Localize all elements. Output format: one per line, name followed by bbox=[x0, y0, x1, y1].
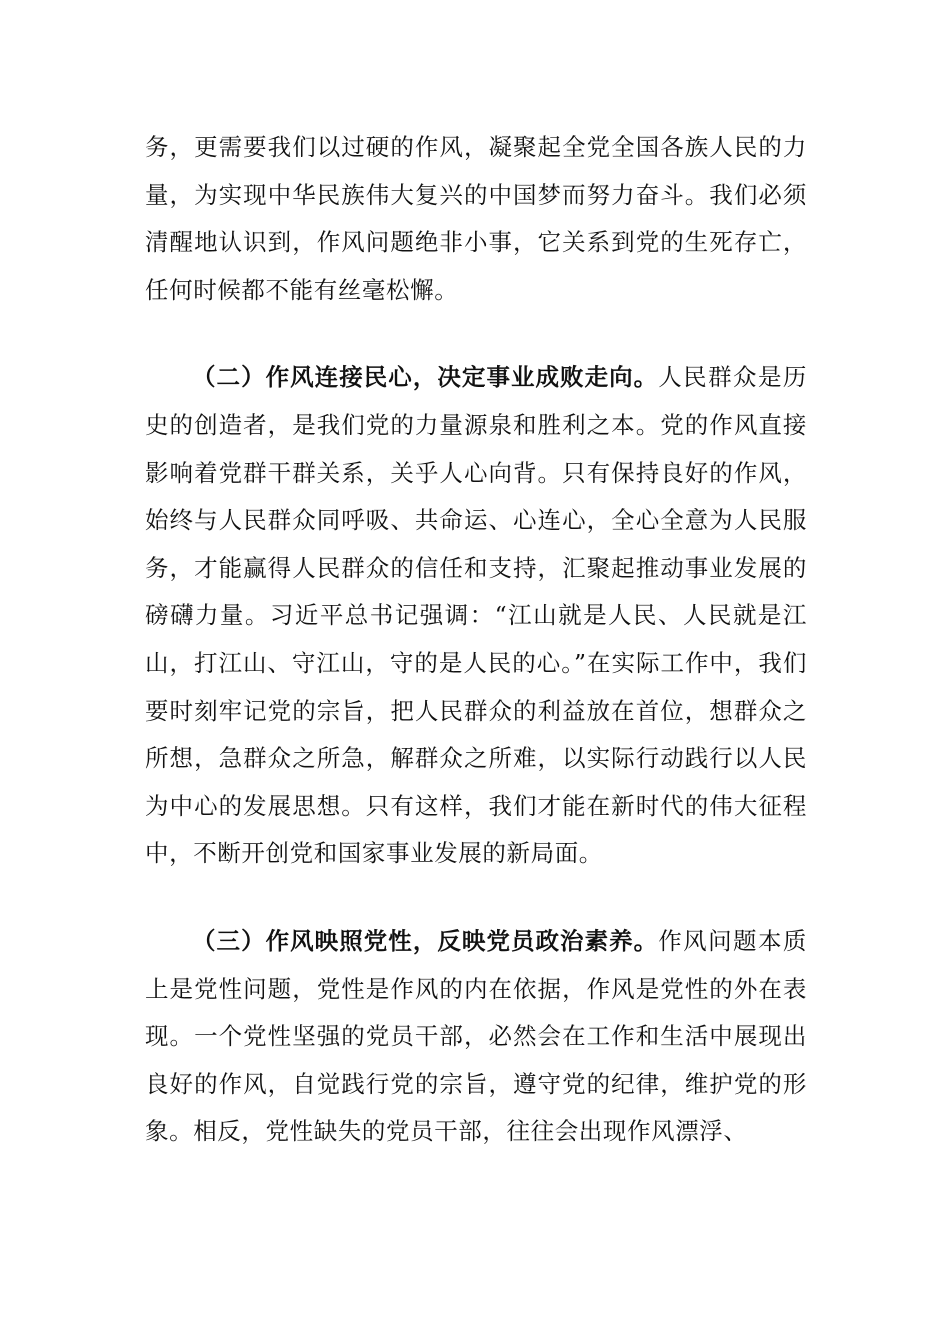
section-3-body: 作风问题本质上是党性问题，党性是作风的内在依据，作风是党性的外在表现。一个党性坚强的党员干部，必然会在工作和生活中展现出良好的作风，自觉践行党的宗旨，遵守党的纪律，维护党的形象。相反，党性缺失的党员干部，往往会出现作风漂浮、 bbox=[145, 926, 807, 1146]
section-2-heading: （二）作风连接民心，决定事业成败走向。 bbox=[192, 363, 659, 392]
paragraph-continuation: 务，更需要我们以过硬的作风，凝聚起全党全国各族人民的力量，为实现中华民族伟大复兴的中国梦而努力奋斗。我们必须清醒地认识到，作风问题绝非小事，它关系到党的生死存亡，任何时候都不能有丝毫松懈。 bbox=[145, 133, 807, 304]
section-3-paragraph bbox=[145, 918, 807, 1156]
section-2-body: 人民群众是历史的创造者，是我们党的力量源泉和胜利之本。党的作风直接影响着党群干群关系，关乎人心向背。只有保持良好的作风，始终与人民群众同呼吸、共命运、心连心，全心全意为人民服务，才能赢得人民群众的信任和支持，汇聚起推动事业发展的磅礴力量。习近平总书记强调：“江山就是人民、人民就是江山，打江山、守江山，守的是人民的心。”在实际工作中，我们要时刻牢记党的宗旨，把人民群众的利益放在首位，想群众之所想，急群众之所急，解群众之所难，以实际行动践行以人民为中心的发展思想。只有这样，我们才能在新时代的伟大征程中，不断开创党和国家事业发展的新局面。 bbox=[145, 363, 807, 868]
section-3-heading: （三）作风映照党性，反映党员政治素养。 bbox=[192, 926, 659, 955]
document-body bbox=[145, 124, 807, 1156]
section-2-paragraph bbox=[145, 354, 807, 878]
